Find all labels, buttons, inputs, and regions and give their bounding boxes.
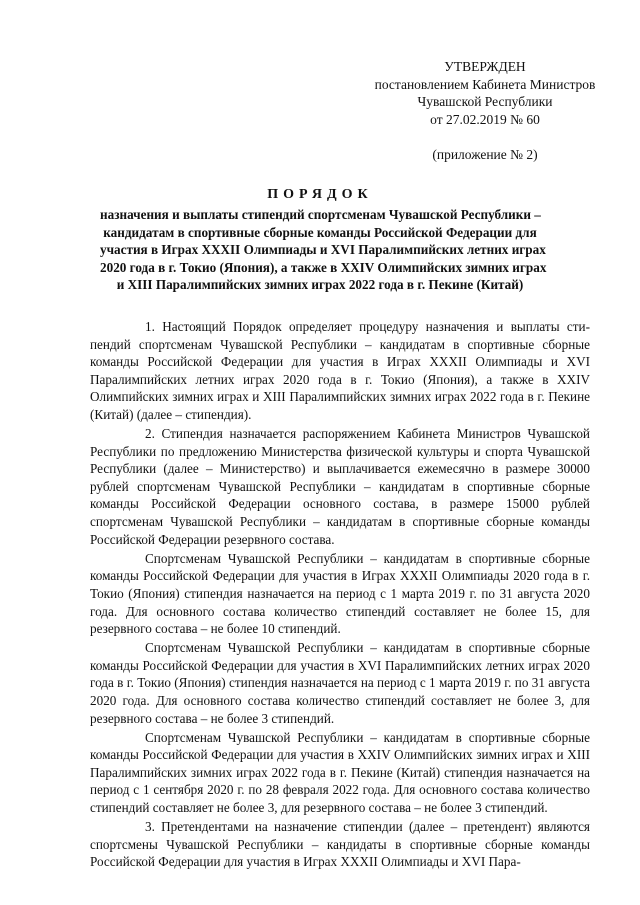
document-title: ПОРЯДОК	[267, 187, 373, 202]
subtitle-line: 2020 года в г. Токио (Япония), а также в XXIV Олимпийских зимних играх	[100, 259, 547, 275]
approval-authority: постановлением Кабинета Министров	[374, 77, 596, 92]
approval-date-number: от 27.02.2019 № 60	[430, 112, 540, 127]
subtitle-line: участия в Играх XXXII Олимпиады и XVI Паралимпийских летних играх	[100, 242, 546, 257]
paragraph-3: 3. Претендентами на назначение стипендии (далее – претендент) являются спортсмены Чувашской Республики – кандидаты в спортивные сборные команды Российской Федерации для участия в Играх XXXII Олимпиады и XVI Пара-	[90, 819, 590, 870]
document-body	[90, 318, 590, 872]
paragraph-2-winter: Спортсменам Чувашской Республики – кандидатам в спортивные сборные команды Российской Федерации для участия в XXIV Олимпийских зимних играх и XIII Паралимпийских зимних играх 2022 года в г. Пекине (Китай) стипендия назначается на период с 1 сентября 2020 г. по 28 февраля 2022 года. Для основного состава количество стипендий составляет не более 3, для резервного состава – не более 3 стипендий.	[90, 729, 590, 816]
paragraph-2: 2. Стипендия назначается распоряжением Кабинета Министров Чувашской Республики по предложению Министерства физической культуры и спорта Чувашской Республики (далее – Министерство) и выплачивается ежемесячно в размере 30000 рублей спортсменам Чувашской Республики – кандидатам в спортивные сборные команды Российской Федерации основного состава, в размере 15000 рублей спортсменам Чувашской Республики – кандидатам в спортивные сборные команды Российской Федерации резервного состава.	[90, 426, 590, 547]
approval-republic: Чувашской Республики	[417, 94, 553, 109]
paragraph-2-paralympic: Спортсменам Чувашской Республики – кандидатам в спортивные сборные команды Российской Федерации для участия в XVI Паралимпийских летних играх 2020 года в г. Токио (Япония) стипендия назначается на период с 1 марта 2019 г. по 31 августа 2020 года. Для основного состава количество стипендий составляет не более 3, для резервного состава – не более 3 стипендий.	[90, 640, 590, 726]
document-subtitle	[100, 206, 547, 294]
paragraph-1: 1. Настоящий Порядок определяет процедуру назначения и выплаты стипендий спортсменам Чувашской Республики – кандидатам в спортивные сборные команды Российской Федерации для участия в Играх XXXII Олимпиады и XVI Паралимпийских летних играх 2020 года в г. Токио (Япония), а также в XXIV Олимпийских зимних играх и XIII Паралимпийских зимних играх 2022 года в г. Пекине (Китай) (далее – стипендия).	[90, 319, 590, 422]
paragraph-2-olympic: Спортсменам Чувашской Республики – кандидатам в спортивные сборные команды Российской Федерации для участия в Играх XXXII Олимпиады 2020 года в г. Токио (Япония) стипендия назначается на период с 1 марта 2019 г. по 31 августа 2020 года. Для основного состава количество стипендий составляет не более 15, для резервного состава – не более 10 стипендий.	[90, 550, 590, 637]
subtitle-line: и XIII Паралимпийских зимних играх 2022 года в г. Пекине (Китай)	[116, 277, 524, 292]
subtitle-line: кандидатам в спортивные сборные команды Российской Федерации для	[103, 224, 537, 240]
subtitle-line: назначения и выплаты стипендий спортсменам Чувашской Республики –	[100, 207, 541, 222]
approval-heading: УТВЕРЖДЕН	[444, 59, 526, 74]
appendix-number: (приложение № 2)	[432, 147, 538, 162]
